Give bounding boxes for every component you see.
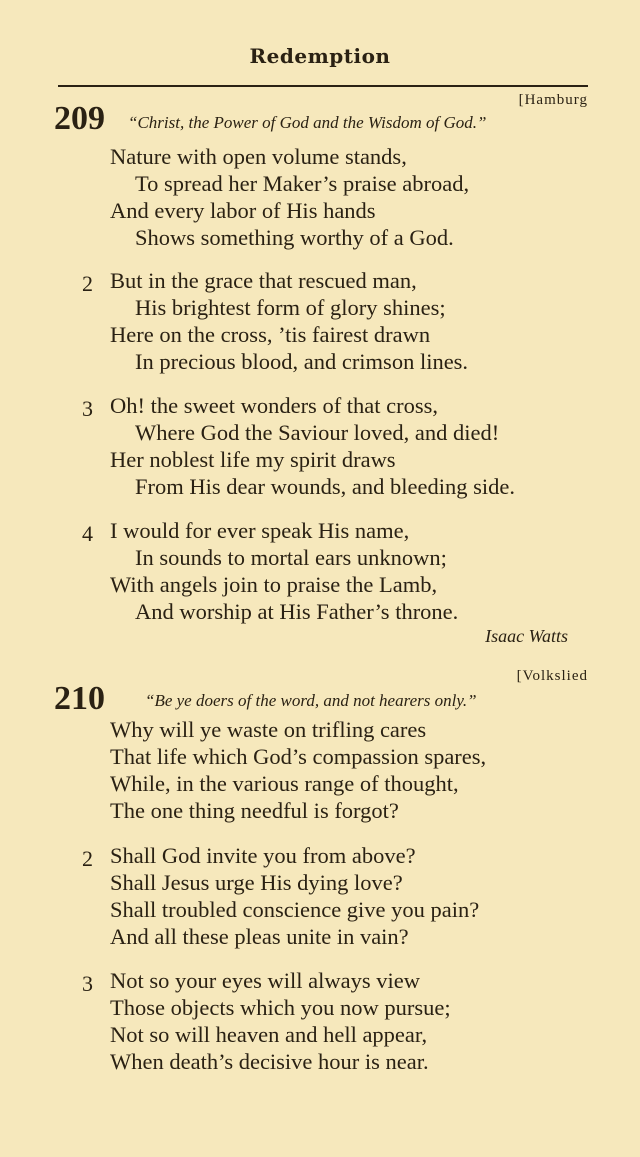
hymn-210-verse-2-line-1: Shall God invite you from above?	[110, 843, 416, 868]
hymn-210-verse-3-line-3: Not so will heaven and hell appear,	[110, 1022, 428, 1047]
hymn-209-verse-2-number: 2	[82, 271, 93, 296]
hymn-210-verse-3-line-2: Those objects which you now pursue;	[110, 995, 451, 1020]
hymn-210-verse-1-line-2: That life which God’s compassion spares,	[110, 744, 487, 769]
hymn-209-tune: [Hamburg	[518, 92, 588, 108]
hymn-209-verse-4-number: 4	[82, 521, 93, 546]
hymn-210-verse-3-number: 3	[82, 971, 93, 996]
hymn-209-verse-2-line-4: In precious blood, and crimson lines.	[135, 349, 469, 374]
hymn-210-verse-2-number: 2	[82, 846, 93, 871]
hymn-209-verse-4-line-2: In sounds to mortal ears unknown;	[135, 545, 447, 570]
hymn-209-verse-3-line-4: From His dear wounds, and bleeding side.	[135, 474, 515, 499]
hymn-209-verse-4-line-1: I would for ever speak His name,	[110, 518, 410, 543]
hymn-210-verse-1-line-1: Why will ye waste on trifling cares	[110, 717, 427, 742]
hymn-210-verse-3-line-1: Not so your eyes will always view	[110, 968, 420, 993]
hymn-209-verse-2-line-2: His brightest form of glory shines;	[135, 295, 446, 320]
hymn-209-verse-1-line-1: Nature with open volume stands,	[110, 144, 407, 169]
hymn-209-author: Isaac Watts	[485, 626, 568, 646]
hymn-210-verse-2-line-4: And all these pleas unite in vain?	[110, 924, 409, 949]
hymn-209-number: 209	[54, 100, 105, 137]
hymn-209-verse-3-line-1: Oh! the sweet wonders of that cross,	[110, 393, 439, 418]
hymn-209-verse-4-line-4: And worship at His Father’s throne.	[135, 599, 459, 624]
hymn-210-number: 210	[54, 680, 105, 717]
hymn-209-verse-4-line-3: With angels join to praise the Lamb,	[110, 572, 438, 597]
hymn-209-verse-3-line-2: Where God the Saviour loved, and died!	[135, 420, 500, 445]
hymn-210-tune: [Volkslied	[516, 668, 588, 684]
hymn-209-verse-1-line-4: Shows something worthy of a God.	[135, 225, 454, 250]
hymn-209-verse-3-line-3: Her noblest life my spirit draws	[110, 447, 396, 472]
hymn-209-verse-3-number: 3	[82, 396, 93, 421]
header-rule	[58, 85, 588, 87]
hymn-210-verse-2-line-3: Shall troubled conscience give you pain?	[110, 897, 480, 922]
hymn-209-verse-1-line-3: And every labor of His hands	[110, 198, 376, 223]
hymn-210-verse-2-line-2: Shall Jesus urge His dying love?	[110, 870, 403, 895]
hymn-210-verse-1-line-4: The one thing needful is forgot?	[110, 798, 399, 823]
running-head: Redemption	[249, 44, 391, 68]
hymn-209-verse-1-line-2: To spread her Maker’s praise abroad,	[135, 171, 470, 196]
hymn-210-verse-3-line-4: When death’s decisive hour is near.	[110, 1049, 429, 1074]
hymn-209-verse-2-line-1: But in the grace that rescued man,	[110, 268, 417, 293]
hymn-209-subtitle: “Christ, the Power of God and the Wisdom of God.”	[128, 113, 487, 132]
hymn-209-verse-2-line-3: Here on the cross, ’tis fairest drawn	[110, 322, 431, 347]
hymn-210-verse-1-line-3: While, in the various range of thought,	[110, 771, 459, 796]
hymn-210-subtitle: “Be ye doers of the word, and not hearers only.”	[145, 691, 477, 710]
